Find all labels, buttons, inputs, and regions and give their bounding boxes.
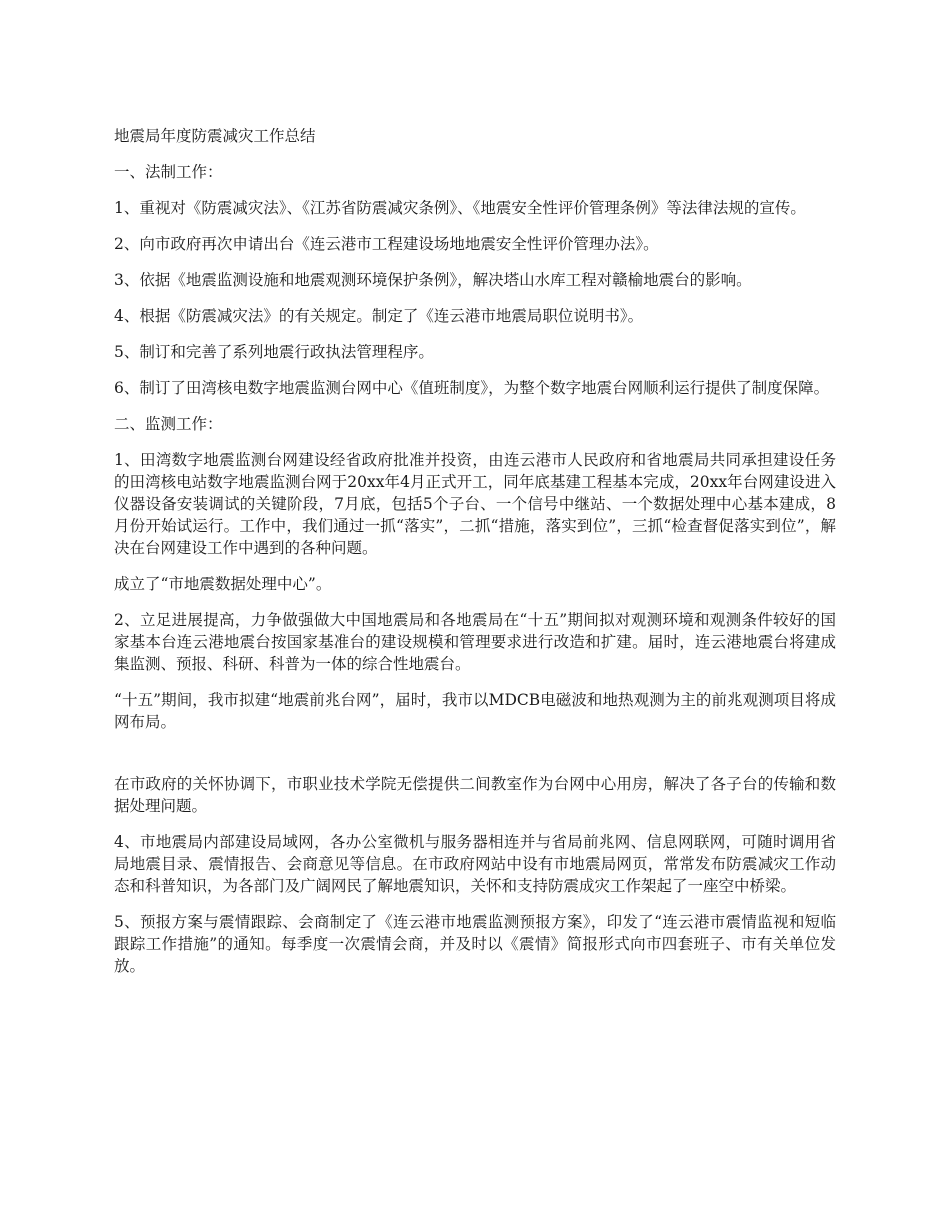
paragraph: 5、预报方案与震情跟踪、会商制定了《连云港市地震监测预报方案》，印发了“连云港市震情监视和短临跟踪工作措施”的通知。每季度一次震情会商，并及时以《震情》简报形式向市四套班子、市有关单位发放。 xyxy=(114,913,836,975)
paragraph: 1、田湾数字地震监测台网建设经省政府批准并投资，由连云港市人民政府和省地震局共同承担建设任务的田湾核电站数字地震监测台网于20xx年4月正式开工，同年底基建工程基本完成，20xx年台网建设进入仪器设备安装调试的关键阶段，7月底，包括5个子台、一个信号中继站、一个数据处理中心基本建成，8月份开始试运行。工作中，我们通过一抓“落实”，二抓“措施，落实到位”，三抓“检查督促落实到位”，解决在台网建设工作中遇到的各种问题。 xyxy=(114,451,836,557)
paragraph: 2、立足进展提高，力争做强做大中国地震局和各地震局在“十五”期间拟对观测环境和观测条件较好的国家基本台连云港地震台按国家基准台的建设规模和管理要求进行改造和扩建。届时，连云港地震台将建成集监测、预报、科研、科普为一体的综合性地震台。 xyxy=(114,611,836,673)
paragraph: 3、依据《地震监测设施和地震观测环境保护条例》，解决塔山水库工程对赣榆地震台的影响。 xyxy=(114,271,752,289)
section-heading-legal: 一、法制工作： xyxy=(114,163,223,181)
paragraph: 1、重视对《防震减灾法》、《江苏省防震减灾条例》、《地震安全性评价管理条例》等法律法规的宣传。 xyxy=(114,199,806,217)
paragraph: 在市政府的关怀协调下，市职业技术学院无偿提供二间教室作为台网中心用房，解决了各子台的传输和数据处理问题。 xyxy=(114,775,836,815)
paragraph: “十五”期间，我市拟建“地震前兆台网”，届时，我市以MDCB电磁波和地热观测为主的前兆观测项目将成网布局。 xyxy=(114,691,836,731)
paragraph: 6、制订了田湾核电数字地震监测台网中心《值班制度》，为整个数字地震台网顺利运行提供了制度保障。 xyxy=(114,379,830,397)
paragraph: 5、制订和完善了系列地震行政执法管理程序。 xyxy=(114,343,434,361)
document-title: 地震局年度防震减灾工作总结 xyxy=(114,127,316,145)
paragraph: 成立了“市地震数据处理中心”。 xyxy=(114,575,332,593)
paragraph: 4、根据《防震减灾法》的有关规定。制定了《连云港市地震局职位说明书》。 xyxy=(114,307,644,325)
section-heading-monitoring: 二、监测工作： xyxy=(114,415,223,433)
document-body xyxy=(114,125,836,991)
paragraph: 2、向市政府再次申请出台《连云港市工程建设场地地震安全性评价管理办法》。 xyxy=(114,235,659,253)
paragraph: 4、市地震局内部建设局域网，各办公室微机与服务器相连并与省局前兆网、信息网联网，可随时调用省局地震目录、震情报告、会商意见等信息。在市政府网站中设有市地震局网页，常常发布防震减灾工作动态和科普知识，为各部门及广阔网民了解地震知识，关怀和支持防震成灾工作架起了一座空中桥梁。 xyxy=(114,833,836,895)
